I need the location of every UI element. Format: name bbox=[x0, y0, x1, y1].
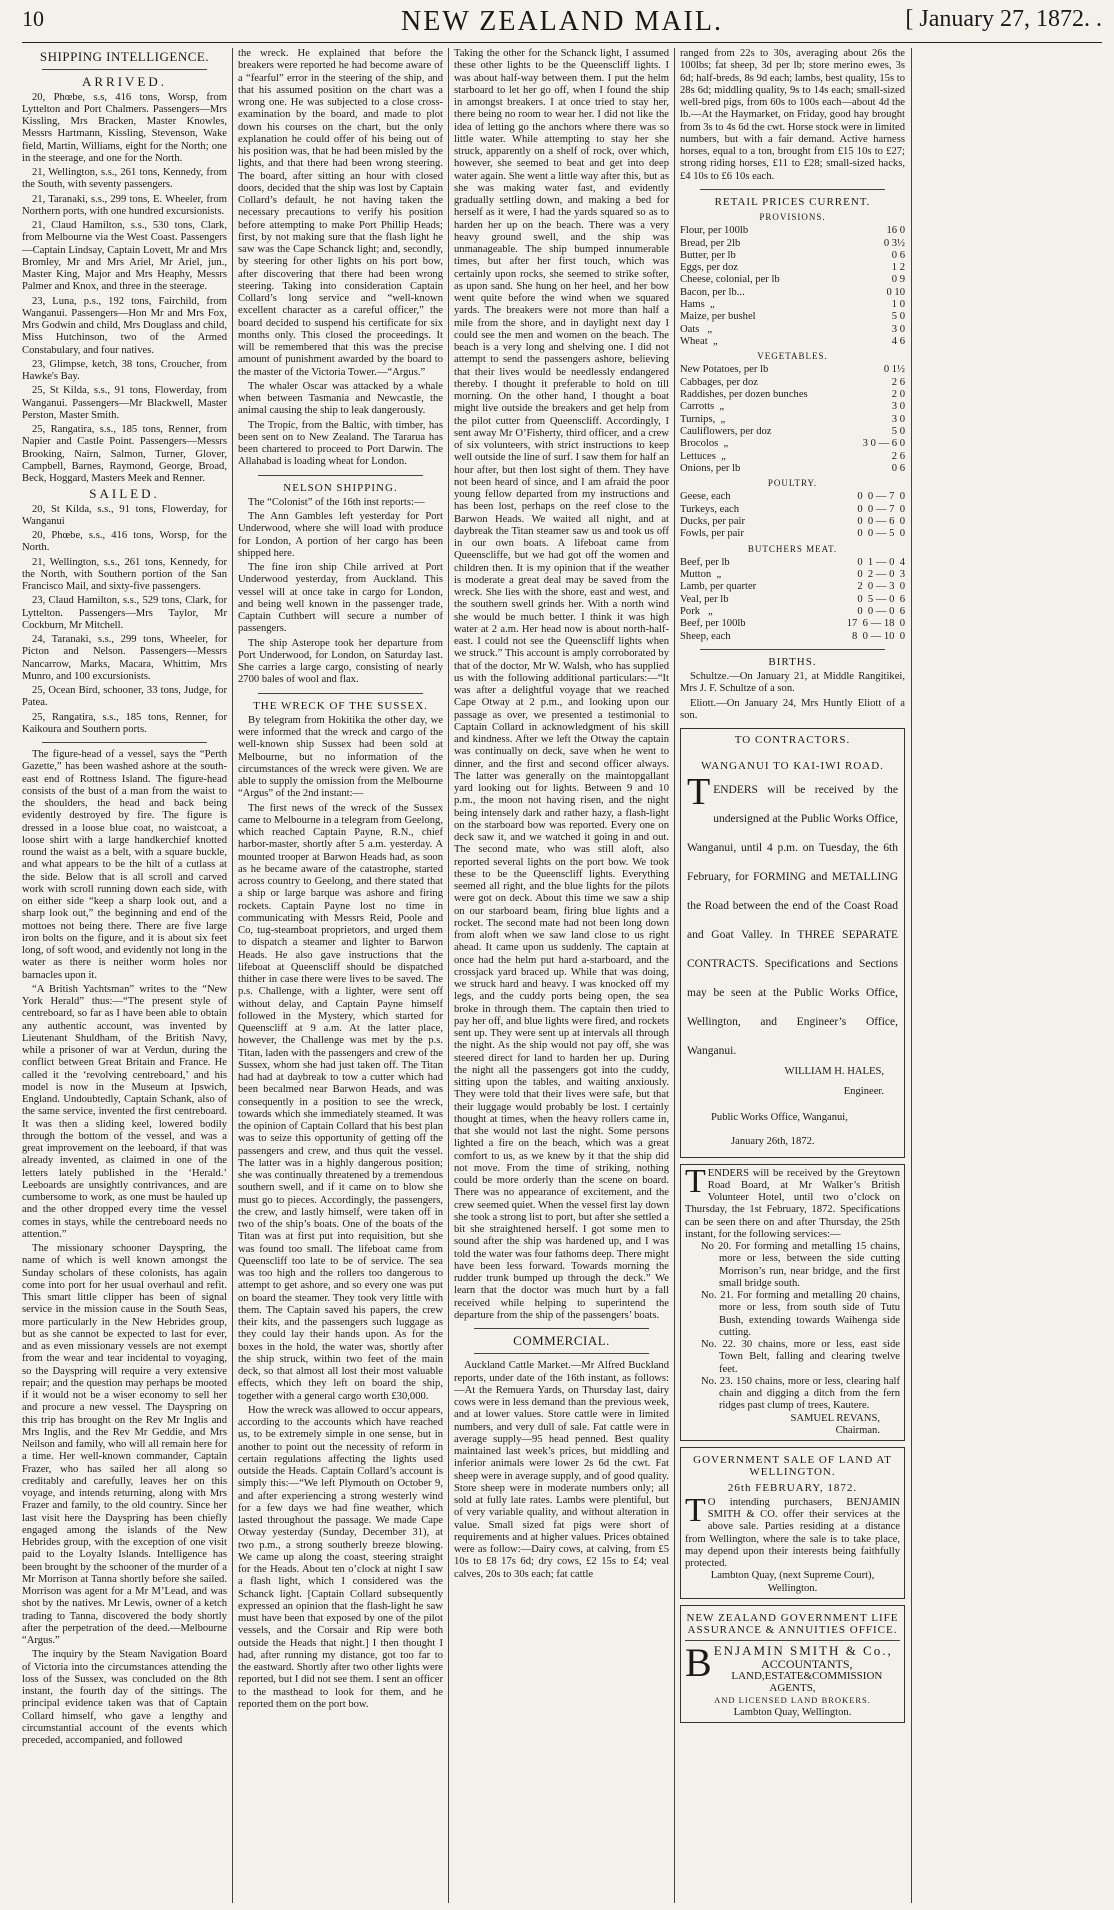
price-item: Lamb, per quarter bbox=[680, 581, 757, 593]
price-value: 0 10 bbox=[886, 286, 905, 298]
price-row bbox=[680, 516, 905, 528]
price-row bbox=[680, 606, 905, 618]
shipping-title: SHIPPING INTELLIGENCE. bbox=[39, 49, 210, 64]
price-value: 17 6 — 18 0 bbox=[846, 618, 905, 630]
price-row bbox=[680, 238, 905, 250]
issue-date: [ January 27, 1872. . bbox=[905, 6, 1102, 32]
arrival-entry: 21, Wellington, s.s., 261 tons, Kennedy, from the South, with seventy passengers. bbox=[22, 167, 227, 191]
column-3 bbox=[454, 48, 669, 1903]
price-item: Cheese, colonial, per lb bbox=[680, 274, 780, 286]
article-paragraph: The figure-head of a vessel, says the “Perth Gazette,” has been washed ashore at the south-east end of Rottness Island. The figure-head consists of the bust of a man from the waist to the shoulders, the head and back being evidently destroyed by fire. The figure is dressed in a loose blue coat, no waistcoat, a loose shirt with a large handkerchief knotted round the waist as a belt, with a square buckle, and what appears to be the hilt of a cutlass at the side. Below that is all scroll and carved work with scroll running down each side, with on either side “keep a sharp look out, and a sharp look out,” the beginning and end of the mottoes not being there. There are five large iron bolts on the figure, and it is about six feet long, of soft wood, and evidently not long in the water as there is neither worm holes nor barnacles upon it. bbox=[22, 749, 227, 981]
birth-notice: Eliott.—On January 24, Mrs Huntly Eliott of a son. bbox=[680, 697, 905, 721]
price-value: 8 0 — 10 0 bbox=[852, 630, 905, 642]
retail-prices-heading: RETAIL PRICES CURRENT. bbox=[714, 195, 871, 208]
butchers-label: BUTCHERS MEAT. bbox=[747, 543, 838, 554]
poultry-label: POULTRY. bbox=[767, 478, 818, 489]
price-item: Veal, per lb bbox=[680, 593, 729, 605]
column-divider bbox=[674, 48, 675, 1903]
price-value: 0 0 — 6 0 bbox=[857, 515, 905, 527]
agents-address: Lambton Quay, Wellington. bbox=[733, 1706, 852, 1718]
birth-notice: Schultze.—On January 21, at Middle Rangitikei, Mrs J. F. Schultze of a son. bbox=[680, 671, 905, 695]
agents-line: ACCOUNTANTS, bbox=[761, 1656, 853, 1671]
tender-item: No. 23. 150 chains, more or less, clearing half chain and digging a ditch from the fern ridges past clump of trees, Kautere. bbox=[701, 1375, 900, 1412]
insurance-heading: NEW ZEALAND GOVERNMENT LIFE ASSURANCE & ANNUITIES OFFICE. bbox=[686, 1611, 899, 1637]
price-item: Maize, per bushel bbox=[680, 311, 756, 323]
nelson-heading: NELSON SHIPPING. bbox=[283, 481, 398, 494]
agents-advert bbox=[680, 1605, 905, 1723]
article-paragraph: The whaler Oscar was attacked by a whale when between Tasmania and Newcastle, the animal causing the ship to leak dangerously. bbox=[238, 380, 443, 417]
price-item: Brocolos „ bbox=[680, 438, 729, 450]
divider bbox=[700, 189, 885, 190]
price-row bbox=[680, 557, 905, 569]
advert-date: January 26th, 1872. bbox=[731, 1136, 815, 1148]
price-item: Ducks, per pair bbox=[680, 515, 746, 527]
price-value: 2 0 bbox=[891, 389, 905, 401]
price-row bbox=[680, 324, 905, 336]
divider bbox=[474, 1353, 649, 1354]
advert-address: Lambton Quay, (next Supreme Court), Wellington. bbox=[710, 1570, 875, 1594]
price-value: 2 6 bbox=[891, 376, 905, 388]
price-item: Turkeys, each bbox=[680, 503, 740, 515]
tender-advert-kaiiwi bbox=[680, 728, 905, 1158]
arrival-entry: 20, Phœbe, s.s, 416 tons, Worsp, from Lyttelton and Port Chalmers. Passengers—Mrs Kissling, Mrs Bracken, Master Knowles, Messrs Hartmann, Kissling, Stevenson, Wake field, Martin, Williams, eight for the North; one in the steerage, and one for the North. bbox=[22, 91, 227, 164]
sailing-entry: 25, Rangatira, s.s., 185 tons, Renner, for Kaikoura and Southern ports. bbox=[22, 711, 227, 735]
article-paragraph: The Tropic, from the Baltic, with timber, has been sent on to New Zealand. The Tararua has been chartered to proceed to Port Darwin. The Allahabad is loading wheat for London. bbox=[238, 419, 443, 468]
divider bbox=[258, 475, 423, 476]
advert-signature: SAMUEL REVANS, bbox=[790, 1412, 880, 1424]
price-item: Mutton „ bbox=[680, 569, 722, 581]
page-number: 10 bbox=[22, 6, 44, 31]
vegetables-label: VEGETABLES. bbox=[757, 351, 828, 362]
sailing-entry: 24, Taranaki, s.s., 299 tons, Wheeler, for Picton and Nelson. Passengers—Messrs Nancarrow, Marks, Macara, Whittim, Mrs Munro, and 100 excursionists. bbox=[22, 634, 227, 682]
price-value: 0 0 — 0 6 bbox=[857, 606, 905, 618]
price-value: 0 6 bbox=[891, 249, 905, 261]
advert-text: ENDERS will be received by the Greytown Road Board, at Mr Walker’s British Volunteer Hotel, until two o’clock on Thursday, the 1st February, 1872. Specifications can be seen there on and after Thursday, the 25th instant, for the following services:— bbox=[685, 1167, 900, 1240]
wreck-heading: THE WRECK OF THE SUSSEX. bbox=[253, 699, 428, 712]
header-rule bbox=[22, 42, 1102, 43]
price-item: Beef, per lb bbox=[680, 556, 730, 568]
price-row bbox=[680, 426, 905, 438]
price-value: 3 0 bbox=[891, 413, 905, 425]
price-value: 0 0 — 7 0 bbox=[857, 491, 905, 503]
article-paragraph: The “Colonist” of the 16th inst reports:— bbox=[248, 496, 425, 508]
price-item: Turnips, „ bbox=[680, 413, 726, 425]
column-divider bbox=[448, 48, 449, 1903]
price-value: 3 0 bbox=[891, 401, 905, 413]
price-row bbox=[680, 569, 905, 581]
tender-item: No. 21. For forming and metalling 20 chains, more or less, from south side of Tutu Bush, extending towards Waihenga side cutting. bbox=[701, 1290, 900, 1338]
article-paragraph: ranged from 22s to 30s, averaging about 26s the 100lbs; fat sheep, 3d per lb; store merino ewes, 3s 6d; half-breds, 8s 9d each; lambs, best quality, 15s to 28s 6d; middling quality, 9s to 14s each; small-sized well-bred pigs, from 60s to 100s each—about 4d the lb.—At the Haymarket, on Friday, good hay brought from 3s to 4s 6d the cwt. Horse stock were in limited numbers, but with a fair demand. Active harness horses, equal to a ton, brought from £15 10s to £27; strong riding horses, £11 to £28; small-sized hacks, £4 10s to £6 10s each. bbox=[680, 48, 905, 182]
drop-cap: T bbox=[685, 1491, 706, 1529]
price-item: Hams „ bbox=[680, 299, 715, 311]
divider bbox=[42, 742, 207, 743]
price-item: Geese, each bbox=[680, 491, 731, 503]
divider bbox=[42, 69, 207, 70]
advert-signature-title: Chairman. bbox=[835, 1424, 880, 1436]
price-row bbox=[680, 594, 905, 606]
advert-heading: GOVERNMENT SALE OF LAND AT WELLINGTON. bbox=[693, 1454, 892, 1479]
advert-signature-title: Engineer. bbox=[843, 1085, 884, 1097]
price-row bbox=[680, 377, 905, 389]
price-row bbox=[680, 336, 905, 348]
price-item: Pork „ bbox=[680, 606, 713, 618]
tender-item: No 20. For forming and metalling 15 chains, more or less, between the side cutting Morrison’s run, near bridge, and the first small bridge south. bbox=[701, 1241, 900, 1289]
article-paragraph: The fine iron ship Chile arrived at Port Underwood yesterday, from Auckland. This vessel will at once take in cargo for London, and being well known in the passenger trade, Captain Cuthbert will secure a number of passengers. bbox=[238, 562, 443, 635]
article-paragraph: Taking the other for the Schanck light, I assumed these other lights to be the Queenscliff lights. I was about half-way between them. I put the helm starboard to let her go off, when I found the ship in amongst breakers. I at once tried to stay her, there being no room to wear her. I did not like the idea of letting go the anchors where there was so little water. While attempting to stay her she struck, apparently on a shelf of rock, over which, however, she seemed to beat and get into deep water again. She went a little way after this, but as she was making water fast, and evidently gradually settling down, and making a bed for herself as it were, I had the yards squared so as to harden her up on the beach. There was a very heavy ground swell, and the ship was unmanageable. The ship bumped innumerable times, but after her first touch, which was certainly upon rocks, she seemed to strike softer, as upon sand. She hung on her heel, and her bow went quite before the wind when we squared yards. The breakers were not more than half a mile from the shore, and in daylight next day I could see the men and women on the beach. The beach is a very long and shelving one. I did not attempt to send the passengers ashore, believing that their lives would be needlessly endangered thereby. I thought it preferable to hold on till morning. On the other hand, I thought a boat might live outside the breakers and get help from the pilot cutter from Queenscliff. Accordingly, I sent away Mr O’Fisherty, third officer, and a crew of six volunteers, with strict instructions to keep well outside the line of surf. I saw them for half an hour after, but then lost sight of them. They have not been heard of since, and I am afraid the poor young fellow departed from my instructions and has been lost, perhaps on the reef close to the Barwon Heads. We waited all night, and at daybreak the Titan steamer saw us and took us off in our own boats. A lifeboat came from Queenscliffe, but we had got off the women and children then. It is my opinion that if the weather is moderate a great deal may be saved from the wreck. She lies with the shore, east and west, and the southern swell grinds her. With a north wind she would be much better. I think it was high water at 2 a.m. Her head now is about north-half-east. I could not see the Queenscliff lights when we struck.” This account is amply corroborated by that of the doctor, Mr W. Walsh, who has supplied us with the following additional particulars:—“It was after a delightful voyage that we reached Cape Otway at 2 p.m., and looking upon our passage as over, we presented a testimonial to Captain Collard in acknowledgment of his skill and kindness. After we left the Otway the captain was continually on deck, save when he went to dinner, and the first and second officer always. The latter was generally on the maintopgallant yard looking out for lights. Between 9 and 10 p.m., the moon not having risen, and the night being intensely dark and rather hazy, a flash-light on the starboard bow was reported. Every one on deck saw it, and we watched it going in and out. The second mate, who was still aloft, also reported several lights on the port bow. We took these to be the Queenscliff lights. Everything seemed all right, and the blue lights for the pilots were got on deck. About this time we saw a ship on our starboard beam, firing blue lights and a rocket. The second mate had not been long down from aloft when we saw land close to us right ahead. It came upon us suddenly. The captain at once had the helm put hard a-starboard, and the crossjack yard braced up. While that was doing, we struck hard and heavy. I was knocked off my legs, and the cuddy ports being open, the sea broke in through them. The captain then tried to pay her off, and blue lights were fired, and rockets sent up. They were sent up at intervals all through the night. As the ship would not pay off, she was steered direct for land to harden her up. During the night all the passengers got into the cuddy, sitting upon the tables, and waiting anxiously. They were told that their lives were safe, but that their luggage would probably be lost. I certainly thought at times, when the heavy rollers came in, that she would not last the night. Some persons lighted a fire on the beach, which was a great comfort to us, as we knew by it that the ship did not move. From the time of striking, nothing could be more orderly than the scene on board. There was no appearance of excitement, and the crew seemed quiet. When the vessel first lay down she took a strong list to port, but after she settled a bit she straightened herself. I got some men to sound after the ship was hardened up, and I was told the water was four fathoms deep. There might have been less forward. Towards morning the rudder trunk bumped up through the deck.” We learn that the doctor was much hurt by a fall received while helping to superintend the departure from the ship of the passengers’ boats. bbox=[454, 48, 669, 1321]
price-item: Flour, per 100lb bbox=[680, 225, 749, 237]
price-row bbox=[680, 262, 905, 274]
price-row bbox=[680, 274, 905, 286]
births-heading: BIRTHS. bbox=[768, 655, 817, 668]
price-item: Beef, per 100lb bbox=[680, 618, 746, 630]
price-value: 0 5 — 0 6 bbox=[857, 593, 905, 605]
price-value: 1 2 bbox=[891, 262, 905, 274]
price-row bbox=[680, 463, 905, 475]
sailing-entry: 21, Wellington, s.s., 261 tons, Kennedy, for the North, with Southern portion of the San Francisco Mail, and sixty-five passengers. bbox=[22, 556, 227, 592]
article-paragraph: How the wreck was allowed to occur appears, according to the accounts which have reached us, to be extremely simple in one sense, but in another to point out the necessity of reform in certain regulations affecting the lights used outside the Heads. Captain Collard’s account is simply this:—“We left Plymouth on October 9, and after experiencing a strong westerly wind for a few days we had fine weather, which lasted throughout the passage. We made Cape Otway yesterday (Sunday, December 31), at two p.m., a strong southerly breeze blowing. We came up along the coast, steering straight for the Heads. About ten o’clock at night I saw a flash light, which I considered was the Schanck light. [Captain Collard subsequently expressed an opinion that the flash-light he saw must have been that exposed by one of the pilot vessels, and the Corsair and Rip were both outside the Heads that night.] I then thought I had, after running my distance, got too far to the eastward. Shortly after two other lights were reported, but I did not see them. I sent an officer to the masthead to look for them, and he reported them on the port bow. bbox=[238, 1404, 443, 1710]
advert-text: O intending purchasers, BENJAMIN SMITH & CO. offer their services at the above sale. Parties residing at a distance from Wellington, where the sale is to take place, may depend upon their interests being faithfully protected. bbox=[685, 1496, 900, 1570]
price-value: 0 1 — 0 4 bbox=[857, 556, 905, 568]
drop-cap: B bbox=[685, 1640, 712, 1686]
divider bbox=[700, 649, 885, 650]
column-divider bbox=[232, 48, 233, 1903]
sailing-entry: 20, St Kilda, s.s., 91 tons, Flowerday, for Wanganui bbox=[22, 503, 227, 527]
divider bbox=[258, 693, 423, 694]
price-row bbox=[680, 504, 905, 516]
agents-name: ENJAMIN SMITH & Co., bbox=[713, 1643, 893, 1659]
advert-date: 26th FEBRUARY, 1872. bbox=[727, 1481, 858, 1494]
price-row bbox=[680, 364, 905, 376]
price-row bbox=[680, 299, 905, 311]
advert-body bbox=[681, 770, 904, 1066]
article-paragraph: The Ann Gambles left yesterday for Port Underwood, where she will load with produce for London, A portion of her cargo has been shipped here. bbox=[238, 511, 443, 559]
arrival-entry: 25, St Kilda, s.s., 91 tons, Flowerday, from Wanganui. Passengers—Mr Blackwell, Master Perston, Master Smith. bbox=[22, 385, 227, 421]
article-paragraph: The missionary schooner Dayspring, the name of which is well known amongst the Sunday scholars of these colonists, has again come into port for her usual overhaul and refit. This smart little clipper has been of signal service in the mission cause in the South Seas, more particularly in the New Hebrides group, but as she cannot be expected to last for ever, and as even missionary vessels are not exempt from the wear and tear incidental to voyaging, so the Dayspring will require a very extensive repair; and the question may perhaps be mooted if it would not be a wiser economy to sell her and procure a new vessel. The Dayspring on this trip has brought on the Rev Mr Inglis and Mrs Inglis, and the Rev Mr Geddie, and Mrs Neilson and family, who will all remain here for a time. Her well-known commander, Captain Frazer, who has sailed her all along so creditably and carefully, leaves her on this voyage, and intends returning, along with Mrs Frazer and family, to the old country. Since her last visit here the Dayspring has been chiefly engaged among the islands of the New Hebrides group, with the exception of one visit paid to the Loyalty Islands. Intelligence has been brought by the schooner of the murder of a Mr Morrison at Tanna shortly before she sailed. Morrison was agent for a Mr M’Lead, and was shot by the natives. Mr Lewis, owner of a ketch trading to Tanna, discovered the body shortly after the perpetration of the deed.—Melbourne “Argus.” bbox=[22, 1243, 227, 1646]
sailed-heading: SAILED. bbox=[89, 486, 160, 502]
vegetables-list bbox=[680, 364, 905, 475]
price-item: Eggs, per doz bbox=[680, 262, 738, 274]
price-row bbox=[680, 225, 905, 237]
price-value: 5 0 bbox=[891, 311, 905, 323]
price-value: 0 1½ bbox=[883, 364, 905, 376]
price-row bbox=[680, 451, 905, 463]
price-value: 3 0 bbox=[891, 323, 905, 335]
agents-line: LAND,ESTATE&COMMISSION AGENTS, bbox=[731, 1669, 883, 1695]
arrival-entry: 23, Glimpse, ketch, 38 tons, Croucher, from Hawke's Bay. bbox=[22, 358, 227, 382]
drop-cap: T bbox=[685, 1162, 706, 1200]
price-value: 16 0 bbox=[886, 225, 905, 237]
price-value: 0 0 — 7 0 bbox=[857, 503, 905, 515]
article-paragraph: Auckland Cattle Market.—Mr Alfred Buckland reports, under date of the 16th instant, as follows:—At the Remuera Yards, on Thursday last, dairy cows were in less demand than the previous week, and at lower values. Store cattle were in limited numbers, and very dull of sale. Fat cattle were in average supply—95 head penned. Best quality maintained last week’s prices, but middling and inferior animals were lower 2s 6d the cwt. Fat sheep were in average supply, and of good quality. Store sheep were in moderate numbers only; all sold at fully late rates. Lambs were plentiful, but of very variable quality, and without alteration in value. Small sized fat pigs were short of requirements and at higher values. Prices obtained were as follow:—Dairy cows, at calving, from £5 10s to £8 17s 6d; dry cows, £2 15s to £4; veal calves, 20s to 30s each; fat cattle bbox=[454, 1360, 669, 1580]
divider bbox=[474, 1328, 649, 1329]
advert-text: ENDERS will be received by the undersigned at the Public Works Office, Wanganui, until 4 p.m. on Tuesday, the 6th February, for FORMING and METALLING the Road between the end of the Coast Road and Goat Valley. In THREE SEPARATE CONTRACTS. Specifications and Sections may be seen at the Public Works Office, Wellington, and Engineer’s Office, Wanganui. bbox=[687, 783, 898, 1057]
advert-signature: WILLIAM H. HALES, bbox=[784, 1065, 884, 1077]
column-4 bbox=[680, 48, 905, 1903]
commercial-heading: COMMERCIAL. bbox=[513, 1333, 610, 1348]
price-item: Cauliflowers, per doz bbox=[680, 425, 772, 437]
article-paragraph: By telegram from Hokitika the other day, we were informed that the wreck and cargo of the well-known ship Sussex had been sold at Melbourne, but no information of the circumstances of the wreck were given. We are able to supply the omission from the Melbourne “Argus” of the 2nd instant:— bbox=[238, 714, 443, 800]
agents-line: AND LICENSED LAND BROKERS. bbox=[714, 1695, 871, 1706]
price-item: Carrotts „ bbox=[680, 401, 725, 413]
price-row bbox=[680, 618, 905, 630]
provisions-label: PROVISIONS. bbox=[759, 212, 826, 222]
price-value: 3 0 — 6 0 bbox=[862, 438, 905, 450]
column-1 bbox=[22, 48, 227, 1903]
price-value: 0 9 bbox=[891, 274, 905, 286]
masthead: NEW ZEALAND MAIL. bbox=[401, 6, 723, 37]
sailing-entry: 20, Phœbe, s.s., 416 tons, Worsp, for the North. bbox=[22, 530, 227, 554]
price-value: 0 2 — 0 3 bbox=[857, 569, 905, 581]
price-row bbox=[680, 401, 905, 413]
article-paragraph: the wreck. He explained that before the breakers were reported he had become aware of a “fearful” error in the steering of the ship, and that his assumed position on the chart was a wrong one. He was subjected to a close cross-examination by the board, and made to plot down his courses on the chart, but the only explanation he could offer of his being out of his position was, that he had been misled by the lights, and that there had been wrong steering. The board, after sitting an hour with closed doors, decided that the ship was lost by Captain Collard’s default, he not having taken the necessary precautions to verify his position before attempting to make Port Phillip Heads; first, by not making sure that the flash light he saw was the Cape Schanck light; and, secondly, by steering for other lights on his port bow, after discovering that there had been wrong steering. Taking into consideration Captain Collard’s long service and “well-known excellent character as a careful officer,” the board decided to suspend his certificate for six months only. This closed the proceedings. It will be remembered that this was the precise amount of punishment awarded by the board to the master of the Victoria Tower.—“Argus.” bbox=[238, 48, 443, 378]
arrival-entry: 25, Rangatira, s.s., 185 tons, Renner, from Napier and Castle Point. Passengers—Messrs Brooking, Nairn, Salmon, Turner, Glover, Campbell, Barnes, Raymond, George, Broad, Beck, Hoggard, Masters Meek and Renner. bbox=[22, 424, 227, 484]
provisions-list bbox=[680, 225, 905, 348]
price-item: Oats „ bbox=[680, 323, 713, 335]
arrived-heading: ARRIVED. bbox=[81, 74, 168, 90]
price-row bbox=[680, 287, 905, 299]
price-row bbox=[680, 311, 905, 323]
price-value: 2 0 — 3 0 bbox=[857, 581, 905, 593]
page-header bbox=[22, 6, 1102, 42]
poultry-list bbox=[680, 491, 905, 540]
tender-item: No. 22. 30 chains, more or less, east side Town Belt, falling and clearing twelve feet. bbox=[701, 1339, 900, 1375]
sailing-entry: 23, Claud Hamilton, s.s., 529 tons, Clark, for Lyttelton. Passengers—Mrs Taylor, Mr Cockburn, Mr Mitchell. bbox=[22, 595, 227, 631]
price-row bbox=[680, 631, 905, 643]
advert-place: Public Works Office, Wanganui, bbox=[711, 1112, 848, 1124]
price-row bbox=[680, 581, 905, 593]
butchers-list bbox=[680, 557, 905, 643]
price-value: 2 6 bbox=[891, 450, 905, 462]
arrival-entry: 21, Taranaki, s.s., 299 tons, E. Wheeler, from Northern ports, with one hundred excursionists. bbox=[22, 193, 227, 217]
price-row bbox=[680, 250, 905, 262]
column-2 bbox=[238, 48, 443, 1903]
article-paragraph: The first news of the wreck of the Sussex came to Melbourne in a telegram from Geelong, which reached Captain Payne, R.N., chief harbor-master, shortly after 5 a.m. yesterday. A mounted trooper at Barwon Heads had, as soon as he became aware of the catastrophe, started across country to Geelong, and there stated that a ship or large barque was ashore and firing rockets. Captain Payne lost no time in communicating with Messrs Reid, Poole and Co, tug-steamboat proprietors, and urged them to dispatch a steamer and lighter to Barwon Heads. He also gave instructions that the lifeboat at Queenscliff should be dispatched thither in case there were lives to be saved. The p.s. Challenge, with a lighter, were sent off without delay, and Captain Payne himself followed in the Mystery, which started for Queenscliff at 9 a.m. At the latter place, however, the Challenge was met by the p.s. Titan, laden with the passengers and crew of the Sussex, whom she had just taken off. The Titan had had at daybreak to tow a cutter which had been becalmed near Barwon Heads, and was consequently in a position to see the wreck, towards which she immediately steamed. It was the opinion of Captain Collard that his best plan was to seize this opportunity of getting off the passengers and crew, and thus quit the vessel. The latter was in a highly dangerous position; she was continually threatened by a tremendous southern swell, and if it came on to blow she must go to pieces. Accordingly, the passengers, the crew, and lastly himself, were taken off in two of the ship’s boats. One of the boats of the Titan was at first put into requisition, but she was found too small. The lifeboat came from Queenscliff too late to be of service. The sea was too high and the rollers too dangerous to attempt to get ashore, and so every one was put on board the steamer. They took very little with them. The Captain saved his papers, the crew their kits, and the passengers such luggage as they could lay their hands upon. As for the boxes in the hold, the water was, shortly after the ship struck, within two feet of the main deck, so that almost all lost their most valuable effects, which they left on board the ship, together with a general cargo worth £30,000. bbox=[238, 802, 443, 1402]
price-item: Lettuces „ bbox=[680, 450, 726, 462]
price-item: Raddishes, per dozen bunches bbox=[680, 389, 808, 401]
price-item: Cabbages, per doz bbox=[680, 376, 758, 388]
price-item: Wheat „ bbox=[680, 335, 718, 347]
price-row bbox=[680, 414, 905, 426]
article-paragraph: “A British Yachtsman” writes to the “New York Herald” thus:—“The present style of centreboard, so far as I have been able to obtain any authentic account, was invented by Lieutenant Shuldham, of the British Navy, while a prisoner of war at Verdun, during the conflict between Great Britain and France. He called it the ‘revolving centreboard,’ and his model is now in the Museum at Ipswich, England. Undoubtedly, Captain Schank, also of the same service, invented the first centreboard. It was then a sliding keel, lowered bodily through the bottom of the vessel, and was a great improvement on the leeboard, if that was already invented, as claimed in one of the letters lately published in the ‘Herald.’ Leeboards are unsightly contrivances, and are cumbersome to work, as one must be hauled up and the other dropped every time the vessel comes in stays, while the centreboard needs no attention.” bbox=[22, 983, 227, 1240]
advert-heading: TO CONTRACTORS. bbox=[734, 734, 851, 747]
price-item: Bacon, per lb... bbox=[680, 286, 745, 298]
price-item: Butter, per lb bbox=[680, 249, 736, 261]
advert-subheading: WANGANUI TO KAI-IWI ROAD. bbox=[701, 760, 884, 773]
price-item: Sheep, each bbox=[680, 630, 731, 642]
arrival-entry: 23, Luna, p.s., 192 tons, Fairchild, from Wanganui. Passengers—Hon Mr and Mrs Fox, Mrs Godwin and child, Mrs Douglass and child, Miss Hutchinson, two of the Armed Constabulary, and four natives. bbox=[22, 295, 227, 356]
price-row bbox=[680, 528, 905, 540]
price-value: 0 0 — 5 0 bbox=[857, 528, 905, 540]
price-row bbox=[680, 438, 905, 450]
land-sale-advert bbox=[680, 1447, 905, 1599]
price-value: 4 6 bbox=[891, 335, 905, 347]
drop-cap: T bbox=[687, 770, 711, 813]
price-value: 1 0 bbox=[891, 299, 905, 311]
price-row bbox=[680, 491, 905, 503]
price-item: New Potatoes, per lb bbox=[680, 364, 769, 376]
price-row bbox=[680, 389, 905, 401]
sailing-entry: 25, Ocean Bird, schooner, 33 tons, Judge, for Patea. bbox=[22, 685, 227, 709]
price-value: 0 3½ bbox=[883, 237, 905, 249]
price-item: Onions, per lb bbox=[680, 462, 741, 474]
price-value: 0 6 bbox=[891, 462, 905, 474]
price-value: 5 0 bbox=[891, 425, 905, 437]
tender-advert-greytown bbox=[680, 1164, 905, 1442]
price-item: Fowls, per pair bbox=[680, 528, 744, 540]
article-paragraph: The inquiry by the Steam Navigation Board of Victoria into the circumstances attending the loss of the Sussex, was concluded on the 8th instant, the fourth day of the sittings. The principal evidence taken was that of Captain Collard himself, who gave a lengthy and circumstantial account of the events which preceded, accompanied, and followed bbox=[22, 1649, 227, 1746]
price-item: Bread, per 2lb bbox=[680, 237, 741, 249]
column-divider bbox=[911, 48, 912, 1903]
arrival-entry: 21, Claud Hamilton, s.s., 530 tons, Clark, from Melbourne via the West Coast. Passengers—Captain Lindsay, Captain Lovett, Mr and Mrs Bromley, Mr and Mrs Ariel, Mr Ariel, jun., Master King, Major and Mrs Heaphy, Messrs Palmer and Knox, and three in the steerage. bbox=[22, 220, 227, 293]
article-paragraph: The ship Asterope took her departure from Port Underwood, for London, on Saturday last. She carries a large cargo, consisting of nearly 2700 bales of wool and flax. bbox=[238, 637, 443, 686]
